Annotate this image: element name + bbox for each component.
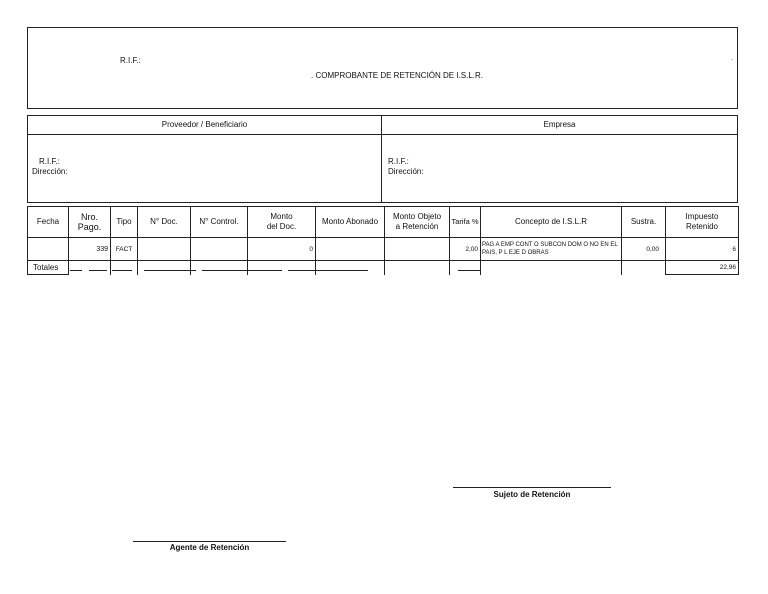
cell-monto-abonado xyxy=(316,238,385,261)
empresa-box xyxy=(381,115,738,203)
header-tipo: Tipo xyxy=(111,207,138,238)
header-sustra: Sustra. xyxy=(622,207,666,238)
empresa-rif-label: R.I.F.: xyxy=(388,157,409,166)
cell-tipo: FACT xyxy=(111,238,138,261)
retention-table xyxy=(27,206,739,275)
header-monto-objeto: Monto Objeto a Retención xyxy=(385,207,450,238)
header-corner-mark: . xyxy=(731,55,733,62)
header-monto-doc: Monto del Doc. xyxy=(248,207,316,238)
totals-underline xyxy=(112,270,132,271)
sujeto-signature-label: Sujeto de Retención xyxy=(493,490,571,499)
cell-monto-doc: 0 xyxy=(248,238,316,261)
header-nro-pago: Nro. Pago. xyxy=(69,207,111,238)
cell-n-control xyxy=(191,238,248,261)
cell-tarifa: 2,00 xyxy=(450,238,481,261)
cell-monto-objeto xyxy=(385,238,450,261)
table-row xyxy=(28,238,739,261)
cell-n-doc xyxy=(138,238,191,261)
sujeto-signature-line xyxy=(453,487,611,488)
header-box xyxy=(27,27,738,109)
agente-signature-label: Agente de Retención xyxy=(169,543,250,552)
empresa-direccion-label: Dirección: xyxy=(388,167,424,176)
proveedor-direccion-label: Dirección: xyxy=(32,167,68,176)
cell-impuesto: 6 xyxy=(666,238,739,261)
header-fecha: Fecha xyxy=(28,207,69,238)
agente-signature-line xyxy=(133,541,286,542)
totals-underline xyxy=(458,270,480,271)
totals-underline xyxy=(89,270,107,271)
totals-underline xyxy=(202,270,282,271)
header-n-control: N° Control. xyxy=(191,207,248,238)
proveedor-title: Proveedor / Beneficiario xyxy=(161,120,248,129)
header-rif-label: R.I.F.: xyxy=(120,56,141,65)
cell-sustra: 0,00 xyxy=(622,238,666,261)
header-impuesto: Impuesto Retenido xyxy=(666,207,739,238)
totals-underline xyxy=(70,270,82,271)
empresa-title: Empresa xyxy=(543,120,576,129)
empresa-divider xyxy=(382,134,737,135)
header-monto-abonado: Monto Abonado xyxy=(316,207,385,238)
header-tarifa: Tarifa % xyxy=(450,207,481,238)
cell-nro-pago: 339 xyxy=(69,238,111,261)
totals-underline xyxy=(144,270,196,271)
totals-underline xyxy=(288,270,368,271)
table-header-row xyxy=(28,207,739,238)
document-title: . COMPROBANTE DE RETENCIÓN DE I.S.L.R. xyxy=(311,71,484,80)
proveedor-divider xyxy=(28,134,381,135)
proveedor-rif-label: R.I.F.: xyxy=(39,157,60,166)
cell-fecha xyxy=(28,238,69,261)
proveedor-box xyxy=(27,115,382,203)
header-concepto: Concepto de I.S.L.R xyxy=(481,207,622,238)
totals-impuesto: 22,96 xyxy=(666,261,739,275)
cell-concepto: PAG A EMP CONT O SUBCON DOM O NO EN EL PAIS, P L EJE D OBRAS xyxy=(481,238,622,261)
header-n-doc: N° Doc. xyxy=(138,207,191,238)
totals-label: Totales xyxy=(28,261,69,275)
totals-row xyxy=(28,261,739,275)
